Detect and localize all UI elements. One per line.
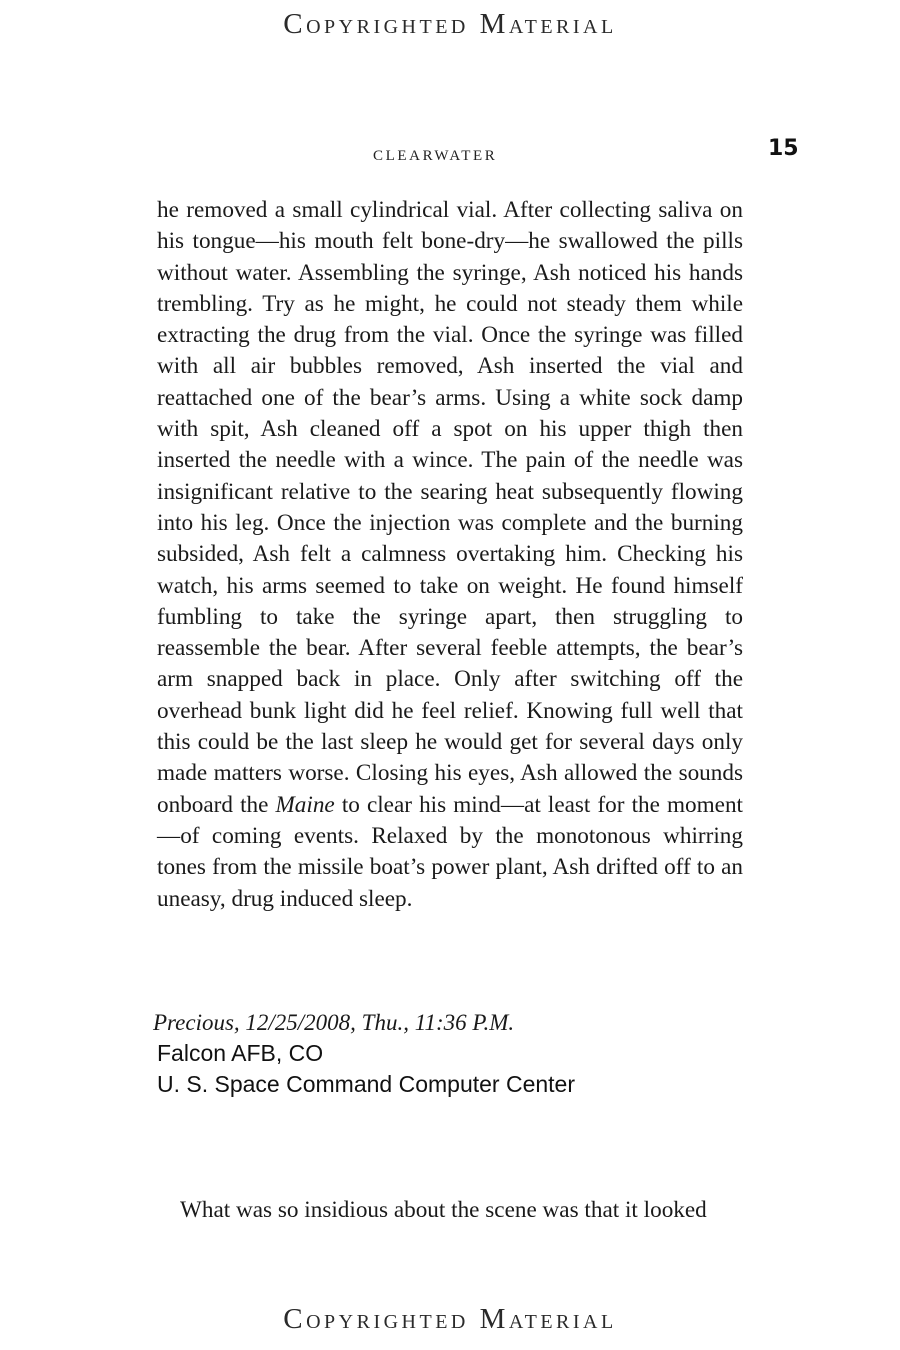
page-number: 15: [768, 136, 799, 161]
running-head-title: clearwater: [373, 140, 498, 165]
body-text-part-2: to clear his mind—at least for the moment—of coming events. Relaxed by the monotonous whirring tones from the missile boat’s power plant, Ash drifted off to an uneasy, drug induced sleep.: [157, 791, 743, 912]
body-text-part-1: he removed a small cylindrical vial. After collecting saliva on his tongue—his mouth felt bone-dry—he swallowed the pills without water. Assembling the syringe, Ash noticed his hands trembling. Try as he might, he could not steady them while extracting the drug from the vial. Once the syringe was filled with all air bubbles removed, Ash inserted the vial and reattached one of the bear’s arms. Using a white sock damp with spit, Ash cleaned off a spot on his upper thigh then inserted the needle with a wince. The pain of the needle was insignificant relative to the searing heat subsequently flowing into his leg. Once the injection was complete and the burning subsided, Ash felt a calmness overtaking him. Checking his watch, his arms seemed to take on weight. He found himself fumbling to take the syringe apart, then struggling to reassemble the bear. After several feeble attempts, the bear’s arm snapped back in place. Only after switching off the overhead bunk light did he feel relief. Knowing full well that this could be the last sleep he would get for several days only made matters worse. Closing his eyes, Ash allowed the sounds onboard the: [157, 197, 743, 818]
copyright-watermark-bottom: Copyrighted Material: [283, 1303, 617, 1335]
body-text-italic-ship-name: Maine: [275, 791, 335, 818]
copyright-watermark-top: Copyrighted Material: [283, 8, 617, 40]
running-head: [0, 136, 900, 166]
section-heading-facility: U. S. Space Command Computer Center: [157, 1071, 576, 1097]
section-heading-location: Falcon AFB, CO: [157, 1040, 324, 1066]
body-paragraph: [157, 195, 743, 915]
continuation-paragraph: What was so insidious about the scene was that it looked: [180, 1197, 707, 1223]
section-heading-dateline: Precious, 12/25/2008, Thu., 11:36 P.M.: [153, 1010, 515, 1035]
section-heading: [153, 1008, 753, 1100]
